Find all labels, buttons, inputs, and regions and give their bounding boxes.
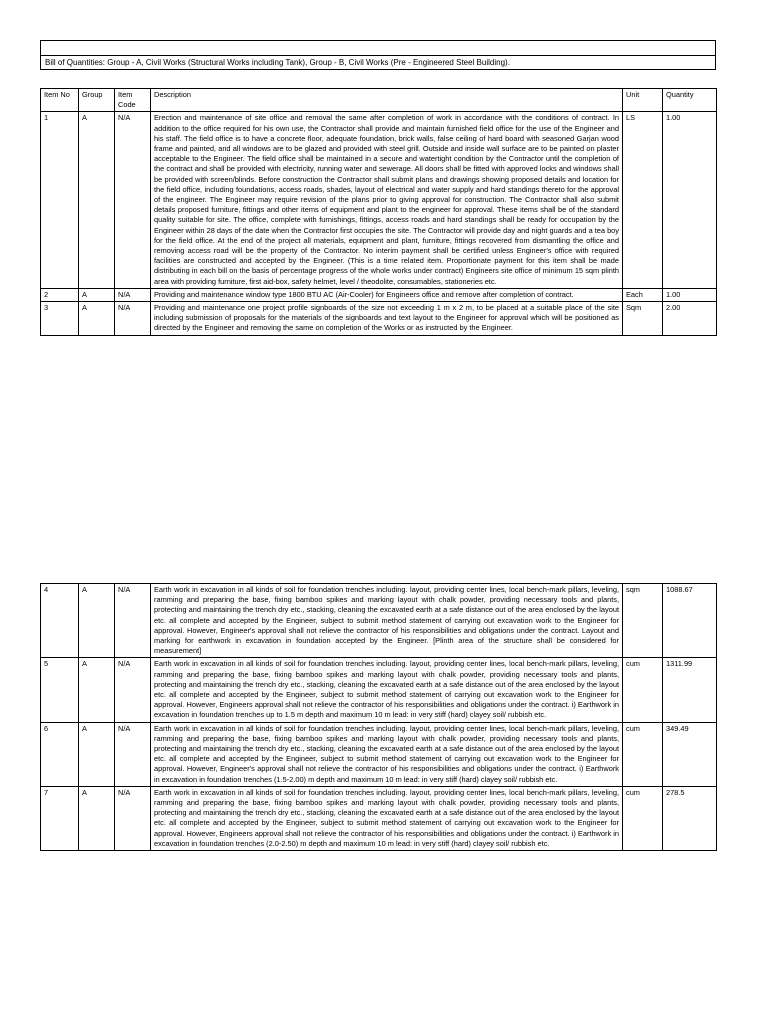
cell-unit: Each [623,288,663,301]
cell-group: A [79,658,115,722]
cell-description: Erection and maintenance of site office and removal the same after completion of work in accordance with the conditions of contract. In addition to the office required for his own use, the Contractor shall provide and maintain furnished field office for the use of the Engineer and his staff. The field office is to have a concrete floor, adequate foundation, brick walls, false ceiling of hard board with seasoned Garjan wood frame and painted, and all windows are to be glazed and provided with steel grill. Outside and inside wall surface are to be painted on plaster acceptable to the Engineer. The field office shall be maintained in a secure and watertight condition by the Contractor until the completion of the contract and shall be provided with electricity, running water and sewerage. All doors shall be fitted with approved locks and windows shall be provided with screen/blinds. Before construction the Contractor shall submit plans and drawings showing proposed details and location for the field office, including foundations, access roads, shades, layout of electrical and water supply and hard standings thereto for the approval of the engineer. The Engineer may require revision of the plans prior to giving approval for construction. The Contractor shall also submit details proposed furniture, fittings and other items of equipment and plant to the engineer for approval. These items shall be of the standard quality suitable for site. The office, complete with furnishings, fittings, access roads and hard standings shall be ready for occupation by the Engineer within 28 days of the date when the Contractor first occupies the site. The Contractor will provide day and night guards and a tea boy for the field office. At the end of the project all materials, equipment and plant, furniture, fittings recovered from dismantling the office and removing access road will be the property of the Contractor. No interim payment shall be certified unless Engineer's office with required facilities are constructed and accepted by the Engineer. (This is a time related item. Proportionate payment for this item shall be made distributing in each bill on the basis of percentage progress of the whole works under contract) Engineers site office of minimum 15 sqm plinth area with providing furniture, first aid-box, safety helmet, level / theodolite, consumables, stationeries etc. [151,112,623,288]
cell-group: A [79,288,115,301]
boq-title: Bill of Quantities: Group - A, Civil Works (Structural Works including Tank), Group - B, Civil Works (Pre - Engineered Steel Building). [45,58,510,67]
cell-item-no: 5 [41,658,79,722]
cell-item-no: 7 [41,786,79,850]
cell-description: Earth work in excavation in all kinds of soil for foundation trenches including. layout, providing center lines, local bench-mark pillars, leveling, ramming and preparing the base, fixing bamboo spikes and marking layout with chalk powder, providing necessary tools and plants, protecting and maintaining the trench dry etc., stacking, cleaning the excavated earth at a safe distance out of the area enclosed by the layout etc. all complete and accepted by the Engineer, subject to submit method statement of carrying out excavation work to the Engineer for approval. However, Engineers approval shall not relieve the contractor of his responsibilities and obligations under the contract. i) Earthwork in excavation in foundation trenches up to 1.5 m depth and maximum 10 m lead: in very stiff (hard) clayey soil/ rubbish etc. [151,658,623,722]
cell-group: A [79,302,115,336]
title-box [40,40,716,70]
cell-item-no: 1 [41,112,79,288]
cell-item-code: N/A [115,722,151,786]
cell-item-code: N/A [115,658,151,722]
title-blank-row [41,41,715,56]
cell-unit: cum [623,786,663,850]
table-header-row [41,89,717,112]
cell-description: Earth work in excavation in all kinds of soil for foundation trenches including. layout, providing center lines, local bench-mark pillars, leveling, ramming and preparing the base, fixing bamboo spikes and marking layout with chalk powder, providing necessary tools and plants, protecting and maintaining the trench dry etc., stacking, cleaning the excavated earth at a safe distance out of the area enclosed by the layout etc. all complete and accepted by the Engineer, subject to submit method statement of carrying out excavation work to the Engineer for approval. However, Engineer's approval shall not relieve the contractor of his responsibilities and obligations under the contract. Layout and marking for earthwork in excavation in foundation accepted by the Engineer. [Plinth area of the structure shall be considered for measurement] [151,584,623,658]
cell-group: A [79,112,115,288]
cell-description: Providing and maintenance one project profile signboards of the size not exceeding 1 m x 2 m, to be placed at a suitable place of the site including submission of proposals for the materials of the signboards and text layout to the Engineer for approval which will be positioned as directed by the Engineer and removing the same on completion of the Works or as instructed by the Engineer. [151,302,623,336]
header-unit: Unit [623,89,663,112]
cell-group: A [79,584,115,658]
header-group: Group [79,89,115,112]
cell-unit: LS [623,112,663,288]
cell-item-no: 2 [41,288,79,301]
cell-unit: sqm [623,584,663,658]
cell-item-no: 6 [41,722,79,786]
cell-group: A [79,722,115,786]
cell-item-code: N/A [115,302,151,336]
cell-item-code: N/A [115,584,151,658]
cell-quantity: 2.00 [663,302,717,336]
table-row [41,302,717,336]
table-row [41,112,717,288]
cell-quantity: 1311.99 [663,658,717,722]
header-description: Description [151,89,623,112]
cell-description: Earth work in excavation in all kinds of soil for foundation trenches including. layout, providing center lines, local bench-mark pillars, leveling, ramming and preparing the base, fixing bamboo spikes and marking layout with chalk powder, providing necessary tools and plants, protecting and maintaining the trench dry etc., stacking, cleaning the excavated earth at a safe distance out of the area enclosed by the layout etc. all complete and accepted by the Engineer, subject to submit method statement of carrying out excavation work to the Engineer for approval. However, Engineers approval shall not relieve the contractor of his responsibilities and obligations under the contract. i) Earthwork in excavation in foundation trenches (2.0-2.50) m depth and maximum 10 m lead: in very stiff (hard) clayey soil/ rubbish etc. [151,786,623,850]
cell-description: Providing and maintenance window type 1800 BTU AC (Air-Cooler) for Engineers office and remove after completion of contract. [151,288,623,301]
table-row [41,584,717,658]
boq-table-1 [40,88,717,336]
cell-quantity: 1.00 [663,112,717,288]
header-item-no: Item No [41,89,79,112]
cell-unit: cum [623,658,663,722]
boq-table-2 [40,583,717,851]
cell-quantity: 1.00 [663,288,717,301]
cell-quantity: 278.5 [663,786,717,850]
cell-quantity: 349.49 [663,722,717,786]
cell-quantity: 1088.67 [663,584,717,658]
cell-group: A [79,786,115,850]
header-quantity: Quantity [663,89,717,112]
header-item-code: Item Code [115,89,151,112]
cell-item-code: N/A [115,786,151,850]
cell-item-code: N/A [115,288,151,301]
cell-item-no: 3 [41,302,79,336]
table-row [41,658,717,722]
cell-item-code: N/A [115,112,151,288]
cell-item-no: 4 [41,584,79,658]
cell-unit: Sqm [623,302,663,336]
cell-unit: cum [623,722,663,786]
table-row [41,786,717,850]
table-row [41,288,717,301]
table-row [41,722,717,786]
cell-description: Earth work in excavation in all kinds of soil for foundation trenches including. layout, providing center lines, local bench-mark pillars, leveling, ramming and preparing the base, fixing bamboo spikes and marking layout with chalk powder, providing necessary tools and plants, protecting and maintaining the trench dry etc., stacking, cleaning the excavated earth at a safe distance out of the area enclosed by the layout etc. all complete and accepted by the Engineer, subject to submit method statement of carrying out excavation work to the Engineer for approval. However, Engineer's approval shall not relieve the contractor of his responsibilities and obligations under the contract. i) Earthwork in excavation in foundation trenches (1.5-2.00) m depth and maximum 10 m lead: in very stiff (hard) clayey soil/ rubbish etc. [151,722,623,786]
